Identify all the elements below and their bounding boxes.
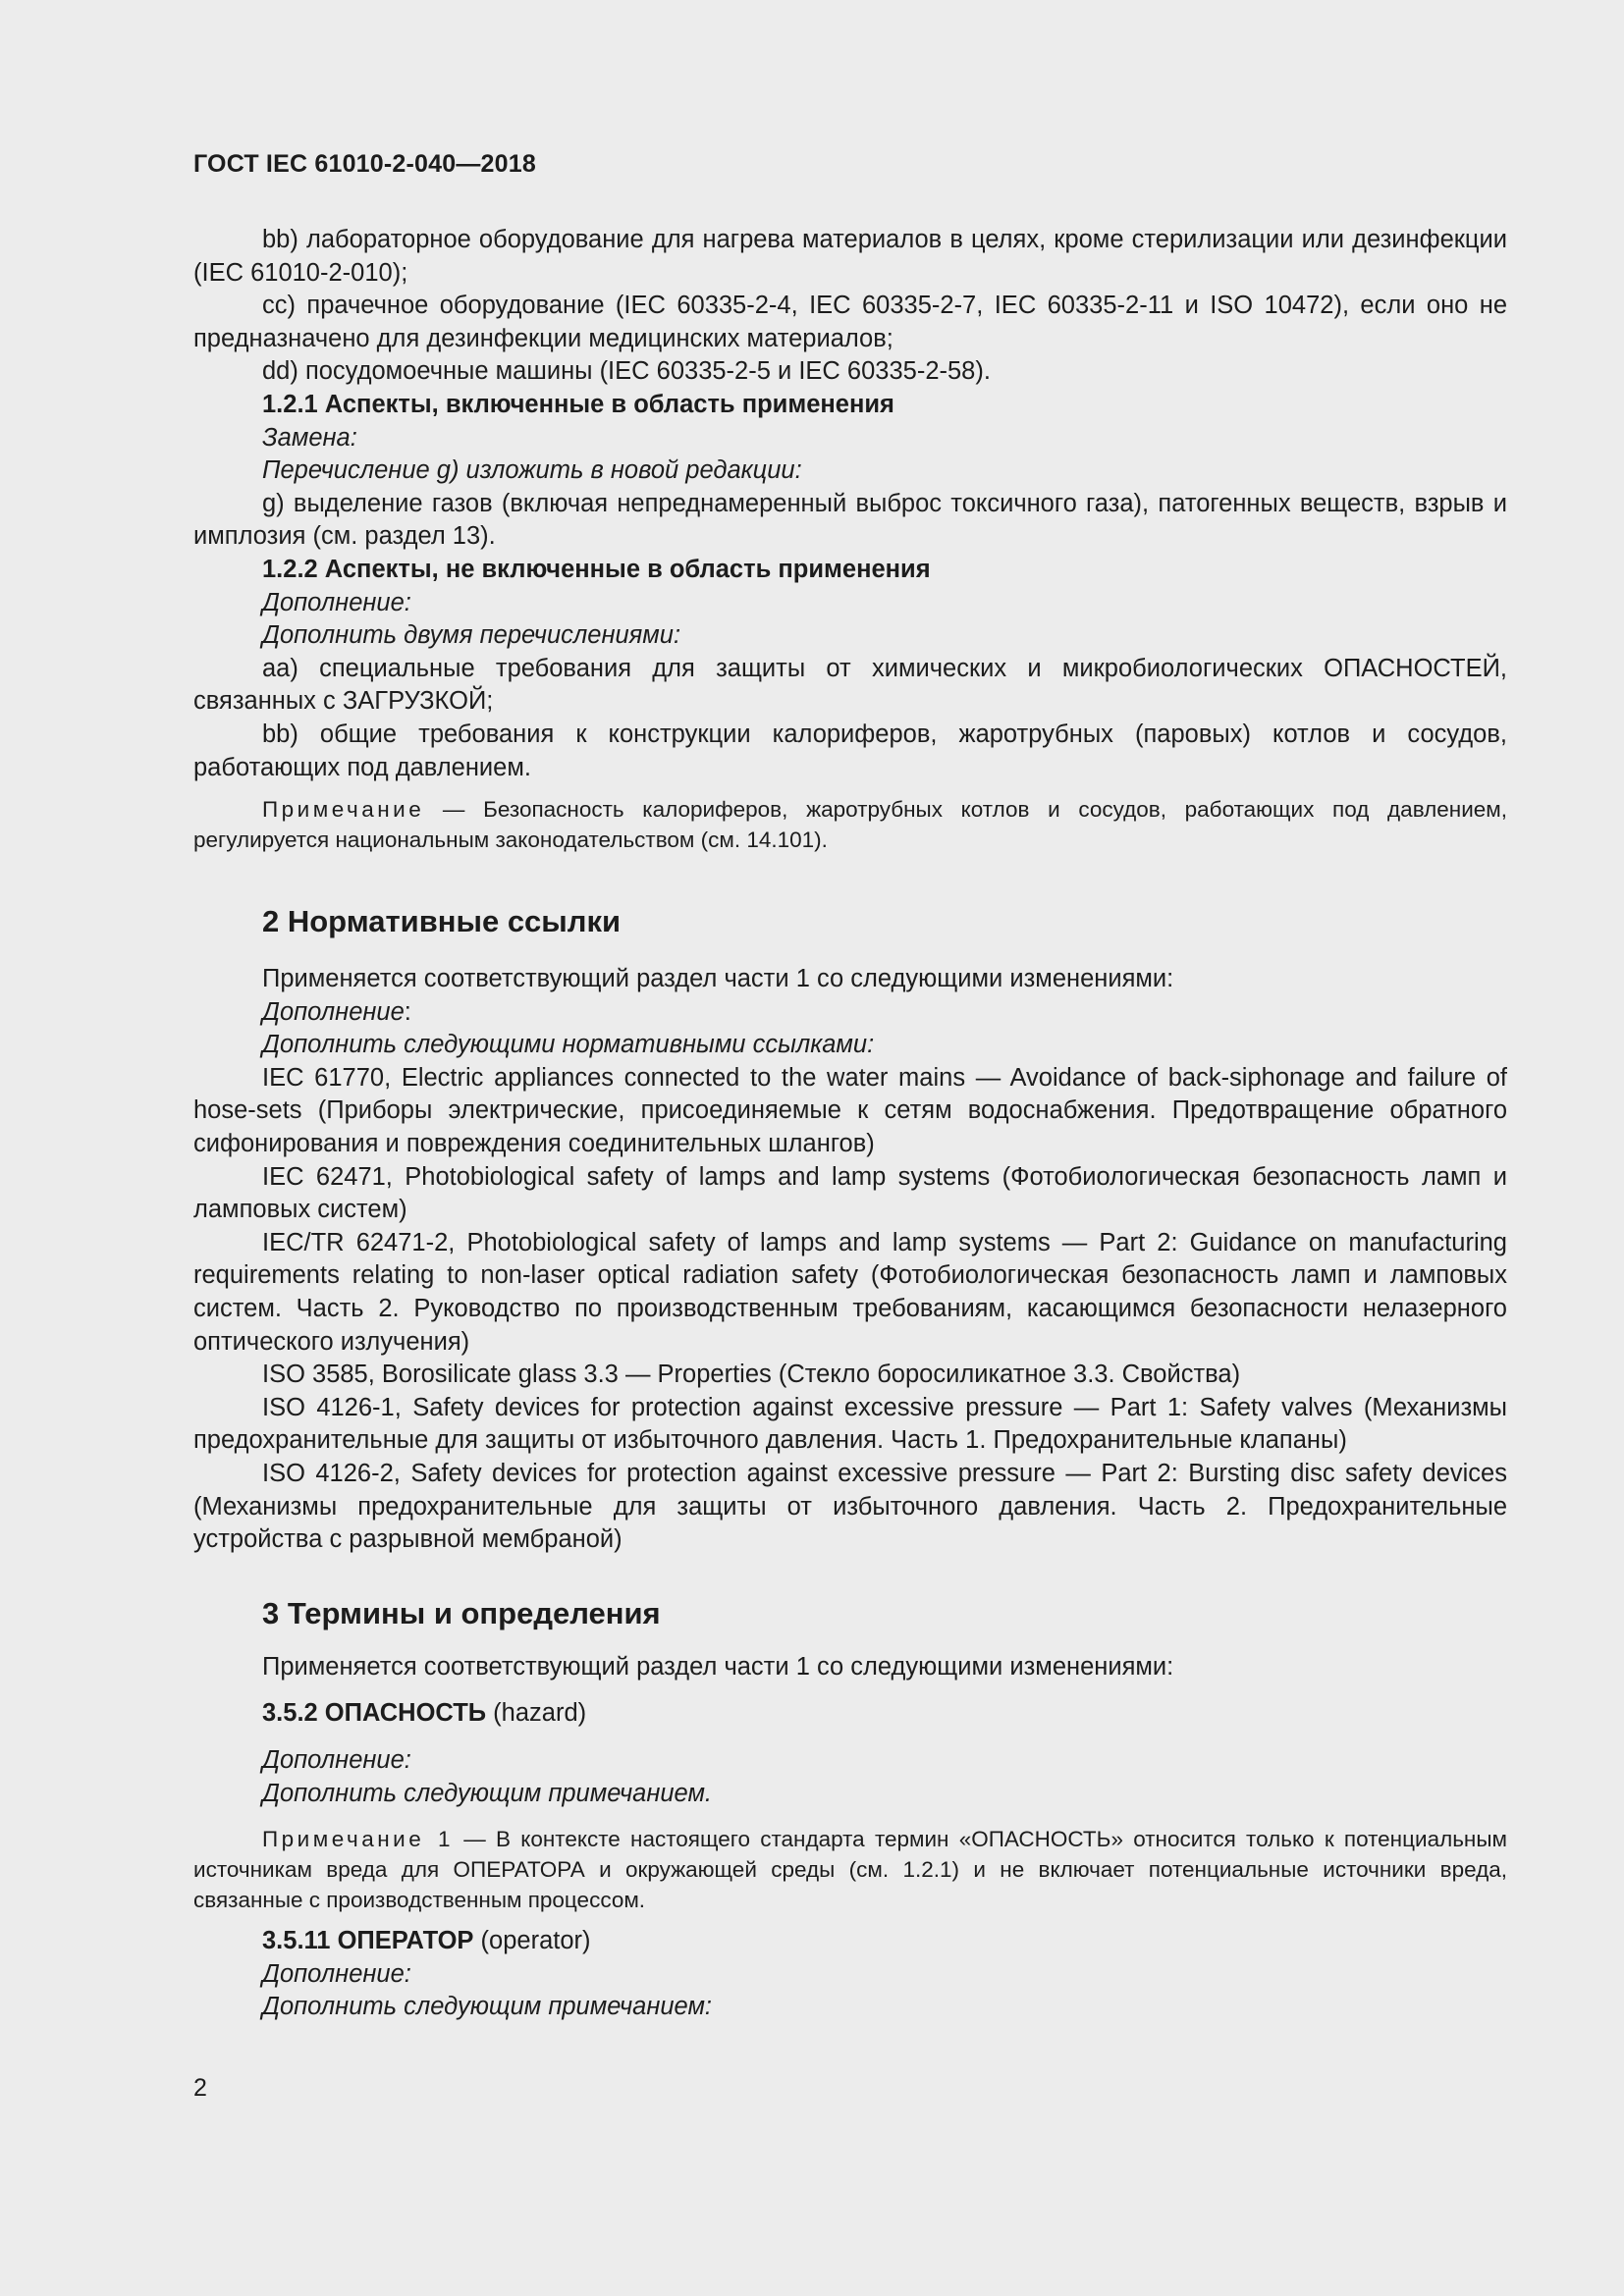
instruction-text: Дополнить следующим примечанием. bbox=[262, 1779, 713, 1807]
note-label: Примечание 1 bbox=[262, 1827, 454, 1852]
note-text: — В контексте настоящего стандарта термин «ОПАСНОСТЬ» относится только к потенциальным источникам вреда для ОПЕРАТОРА и окружающей среды (см. 1.2.1) и не включает потенциальные источники вреда, связанные с производственным процессом. bbox=[193, 1827, 1507, 1913]
instruction-text: Перечисление g) изложить в новой редакции: bbox=[262, 456, 802, 485]
reference-item: ISO 4126-1, Safety devices for protection against excessive pressure — Part 1: Safety valves (Механизмы предохранительные для защиты от избыточного давления. Часть 1. Предохранительные клапаны) bbox=[193, 1393, 1507, 1455]
instruction-text: Дополнить следующим примечанием: bbox=[262, 1993, 713, 2021]
replace-label: Замена: bbox=[262, 423, 357, 452]
term-3-5-2: 3.5.2 ОПАСНОСТЬ (hazard) bbox=[262, 1699, 587, 1728]
reference-item: ISO 3585, Borosilicate glass 3.3 — Properties (Стекло боросиликатное 3.3. Свойства) bbox=[262, 1361, 1241, 1389]
note-3-5-2 bbox=[193, 1824, 1507, 1915]
section-2-intro: Применяется соответствующий раздел части 1 со следующими изменениями: bbox=[262, 965, 1174, 993]
subsection-1-2-2-title: 1.2.2 Аспекты, не включенные в область применения bbox=[262, 555, 931, 583]
list-item-g: g) выделение газов (включая непреднамеренный выброс токсичного газа), патогенных веществ, взрыв и имплозия (см. раздел 13). bbox=[193, 489, 1507, 551]
list-item-cc: cc) прачечное оборудование (IEC 60335-2-4, IEC 60335-2-7, IEC 60335-2-11 и ISO 10472), если оно не предназначено для дезинфекции медицинских материалов; bbox=[193, 292, 1507, 352]
page-number: 2 bbox=[193, 2074, 207, 2102]
addition-label: Дополнение: bbox=[262, 1959, 411, 1988]
note-1-2-2 bbox=[193, 794, 1507, 855]
reference-item: IEC 61770, Electric appliances connected to the water mains — Avoidance of back-siphonage and failure of hose-sets (Приборы электрические, присоединяемые к сетям водоснабжения. Предотвращение обратного сифонирования и повреждения соединительных шлангов) bbox=[193, 1063, 1507, 1158]
note-text: — Безопасность калориферов, жаротрубных котлов и сосудов, работающих под давлением, регулируется национальным законодательством (см. 14.101). bbox=[193, 797, 1507, 853]
note-label: Примечание bbox=[262, 797, 425, 823]
addition-label: Дополнение: bbox=[262, 997, 411, 1026]
instruction-text: Дополнить следующими нормативными ссылками: bbox=[262, 1031, 875, 1059]
reference-item: ISO 4126-2, Safety devices for protection against excessive pressure — Part 2: Bursting disc safety devices (Механизмы предохранительные для защиты от избыточного давления. Часть 2. Предохранительные устройства с разрывной мембраной) bbox=[193, 1460, 1507, 1554]
subsection-1-2-1-title: 1.2.1 Аспекты, включенные в область применения bbox=[262, 390, 894, 418]
reference-item: IEC/TR 62471-2, Photobiological safety of lamps and lamp systems — Part 2: Guidance on manufacturing requirements relating to non-laser optical radiation safety (Фотобиологическая безопасность ламп и ламповых систем. Часть 2. Руководство по производственным требованиям, касающимся безопасности нелазерного оптического излучения) bbox=[193, 1228, 1507, 1356]
doc-header: ГОСТ IEC 61010-2-040—2018 bbox=[193, 150, 536, 178]
list-item-aa: aa) специальные требования для защиты от химических и микробиологических ОПАСНОСТЕЙ, связанных с ЗАГРУЗКОЙ; bbox=[193, 654, 1507, 716]
term-3-5-11: 3.5.11 ОПЕРАТОР (operator) bbox=[262, 1927, 591, 1955]
addition-label: Дополнение: bbox=[262, 1745, 411, 1774]
section-2-title: 2 Нормативные ссылки bbox=[262, 904, 622, 939]
document-body bbox=[193, 224, 1507, 2024]
addition-label: Дополнение: bbox=[262, 588, 411, 616]
list-item-dd: dd) посудомоечные машины (IEC 60335-2-5 и IEC 60335-2-58). bbox=[262, 357, 991, 386]
list-item-bb: bb) лабораторное оборудование для нагрева материалов в целях, кроме стерилизации или дезинфекции (IEC 61010-2-010); bbox=[193, 226, 1507, 287]
section-3-intro: Применяется соответствующий раздел части 1 со следующими изменениями: bbox=[262, 1652, 1174, 1681]
list-item-bb-2: bb) общие требования к конструкции калориферов, жаротрубных (паровых) котлов и сосудов, работающих под давлением. bbox=[193, 720, 1507, 781]
section-3-title: 3 Термины и определения bbox=[262, 1595, 661, 1630]
instruction-text: Дополнить двумя перечислениями: bbox=[262, 621, 681, 650]
reference-item: IEC 62471, Photobiological safety of lamps and lamp systems (Фотобиологическая безопасность ламп и ламповых систем) bbox=[193, 1162, 1507, 1224]
